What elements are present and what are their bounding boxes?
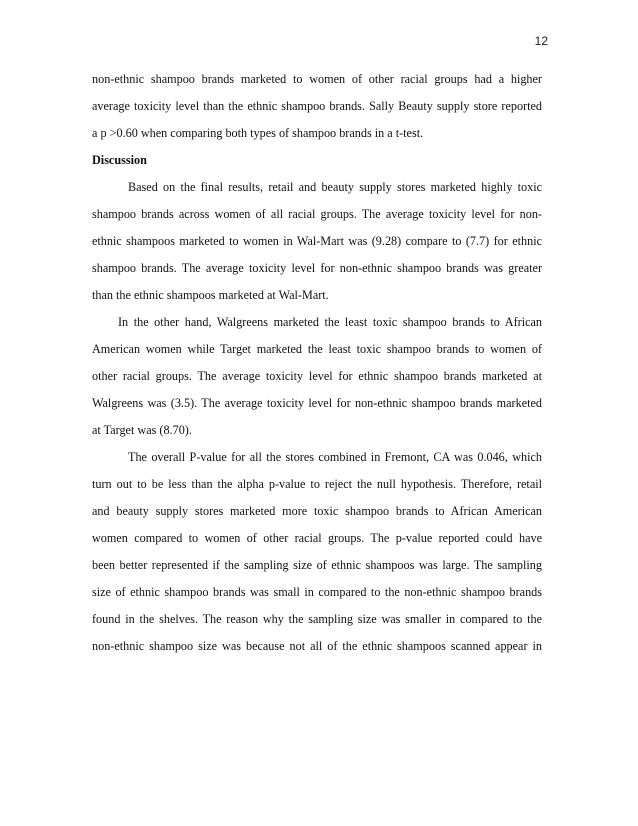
text-line: size of ethnic shampoo brands was small in compared to the non-ethnic shampoo brands xyxy=(92,585,542,599)
body-text xyxy=(92,66,542,660)
page-number: 12 xyxy=(534,34,548,48)
text-line: and beauty supply stores marketed more toxic shampoo brands to African American xyxy=(92,504,542,518)
text-line: than the ethnic shampoos marketed at Wal-Mart. xyxy=(92,288,329,302)
text-line: ethnic shampoos marketed to women in Wal-Mart was (9.28) compare to (7.7) for ethnic xyxy=(92,234,542,248)
text-line: turn out to be less than the alpha p-value to reject the null hypothesis. Therefore, retail xyxy=(92,477,542,491)
text-line: women compared to women of other racial groups. The p-value reported could have xyxy=(92,531,542,545)
text-line: Walgreens was (3.5). The average toxicity level for non-ethnic shampoo brands marketed xyxy=(92,396,542,410)
text-line: shampoo brands across women of all racial groups. The average toxicity level for non- xyxy=(92,207,542,221)
text-line: The overall P-value for all the stores combined in Fremont, CA was 0.046, which xyxy=(128,450,542,464)
text-line: been better represented if the sampling size of ethnic shampoos was large. The sampling xyxy=(92,558,542,572)
text-line: at Target was (8.70). xyxy=(92,423,192,437)
text-line: found in the shelves. The reason why the sampling size was smaller in compared to the xyxy=(92,612,542,626)
text-line: non-ethnic shampoo size was because not all of the ethnic shampoos scanned appear in xyxy=(92,639,542,653)
section-heading-discussion: Discussion xyxy=(92,153,147,167)
text-line: a p >0.60 when comparing both types of shampoo brands in a t-test. xyxy=(92,126,424,140)
text-line: Based on the final results, retail and beauty supply stores marketed highly toxic xyxy=(128,180,542,194)
text-line: non-ethnic shampoo brands marketed to women of other racial groups had a higher xyxy=(92,72,542,86)
text-line: American women while Target marketed the least toxic shampoo brands to women of xyxy=(92,342,542,356)
text-line: In the other hand, Walgreens marketed the least toxic shampoo brands to African xyxy=(118,315,542,329)
text-line: shampoo brands. The average toxicity level for non-ethnic shampoo brands was greater xyxy=(92,261,542,275)
text-line: average toxicity level than the ethnic shampoo brands. Sally Beauty supply store reported xyxy=(92,99,542,113)
text-line: other racial groups. The average toxicity level for ethnic shampoo brands marketed at xyxy=(92,369,542,383)
